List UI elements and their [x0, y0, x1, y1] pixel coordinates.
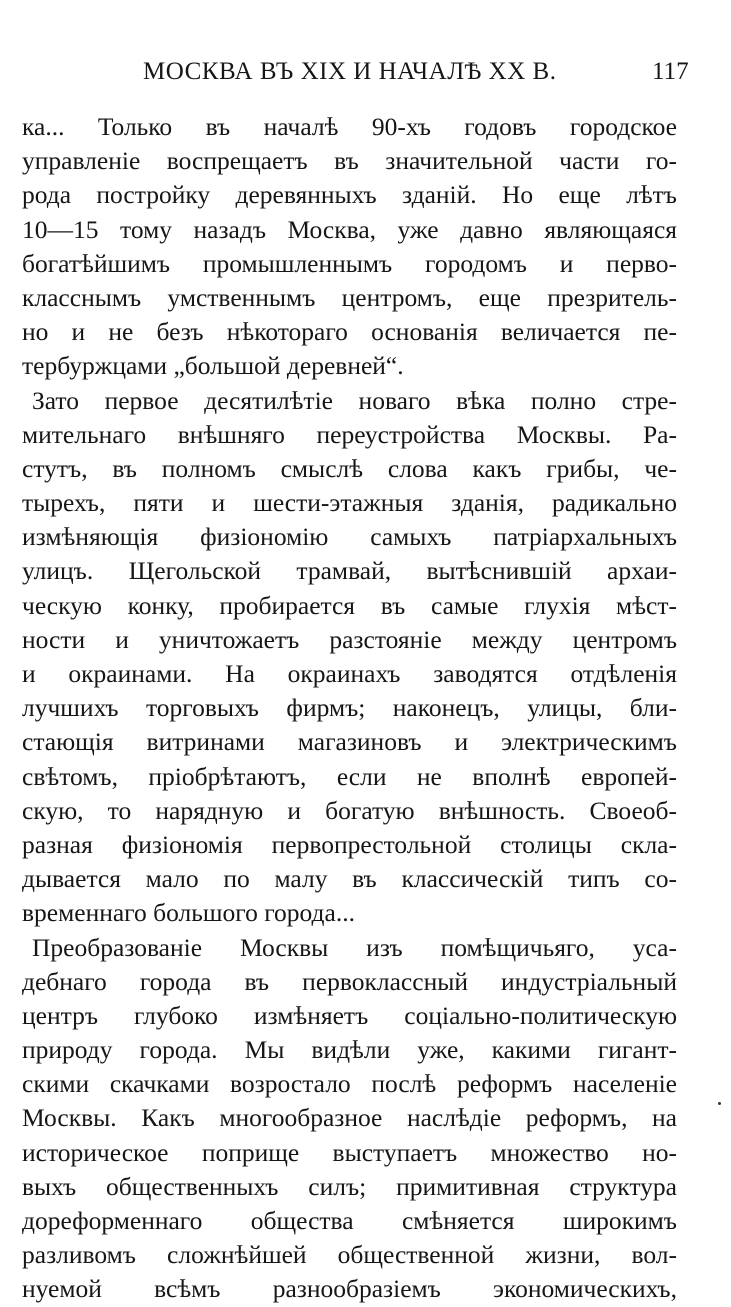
text-line: 10—15 тому назадъ Москва, уже давно являющаяся [22, 214, 677, 244]
text-line: разливомъ сложнѣйшей общественной жизни, вол- [22, 1240, 677, 1270]
text-line: рода постройку деревянныхъ зданій. Но еще лѣтъ [22, 180, 677, 210]
text-line: управленіе воспрещаетъ въ значительной части го- [22, 146, 677, 176]
text-line: мительнаго внѣшняго переустройства Москвы. Ра- [22, 419, 677, 449]
text-line: класснымъ умственнымъ центромъ, еще презритель- [22, 282, 677, 312]
text-line: разная физіономія первопрестольной столицы скла- [22, 829, 677, 859]
running-header [0, 58, 731, 98]
text-line: природу города. Мы видѣли уже, какими гигант- [22, 1035, 677, 1065]
text-line: центръ глубоко измѣняетъ соціально-политическую [22, 1000, 677, 1030]
text-line: богатѣйшимъ промышленнымъ городомъ и перво- [22, 248, 677, 278]
text-line: ка... Только въ началѣ 90-хъ годовъ городское [22, 112, 677, 141]
text-line: измѣняющія физіономію самыхъ патріархальныхъ [22, 522, 677, 552]
text-line: тербуржцами „большой деревней“. [22, 351, 404, 381]
text-line: ности и уничтожаетъ разстояніе между центромъ [22, 624, 677, 654]
text-line: но и не безъ нѣкотораго основанія величается пе- [22, 317, 677, 347]
text-line: дывается мало по малу въ классическій типъ со- [22, 864, 677, 894]
page-number: 117 [652, 58, 689, 85]
text-line: историческое поприще выступаетъ множество но- [22, 1137, 677, 1167]
paragraph-1 [22, 110, 677, 384]
text-line: временнаго большого города... [22, 898, 355, 928]
text-line: Преобразованіе Москвы изъ помѣщичьяго, уса- [32, 932, 677, 962]
text-line: и окраинами. На окраинахъ заводятся отдѣленія [22, 659, 677, 688]
text-line: Москвы. Какъ многообразное наслѣдіе реформъ, на [22, 1103, 677, 1133]
paragraph-3 [22, 931, 677, 1307]
text-line: скую, то нарядную и богатую внѣшность. Своеоб- [22, 795, 677, 825]
text-line: дореформеннаго общества смѣняется широкимъ [22, 1206, 677, 1235]
scan-speck [718, 1102, 721, 1105]
text-line: свѣтомъ, пріобрѣтаютъ, если не вполнѣ европей- [22, 761, 677, 791]
text-line: дебнаго города въ первоклассный индустріальный [22, 966, 677, 996]
text-line: нуемой всѣмъ разнообразіемъ экономическихъ, [22, 1274, 677, 1304]
running-title: МОСКВА ВЪ XIX И НАЧАЛѢ XX В. [143, 58, 557, 85]
paragraph-2 [22, 384, 677, 931]
text-line: стутъ, въ полномъ смыслѣ слова какъ грибы, че- [22, 453, 677, 483]
text-line: ческую конку, пробирается въ самые глухія мѣст- [22, 590, 677, 620]
text-line: тырехъ, пяти и шести-этажныя зданія, радикально [22, 488, 677, 518]
text-line: улицъ. Щегольской трамвай, вытѣснившій архаи- [22, 556, 677, 586]
text-line: лучшихъ торговыхъ фирмъ; наконецъ, улицы, бли- [22, 693, 677, 723]
text-line: скими скачками возростало послѣ реформъ населеніе [22, 1069, 677, 1099]
text-line: Зато первое десятилѣтіе новаго вѣка полно стре- [32, 385, 677, 415]
body-text [22, 110, 677, 1307]
text-line: стающія витринами магазиновъ и электрическимъ [22, 727, 677, 757]
text-line: выхъ общественныхъ силъ; примитивная структура [22, 1171, 677, 1201]
